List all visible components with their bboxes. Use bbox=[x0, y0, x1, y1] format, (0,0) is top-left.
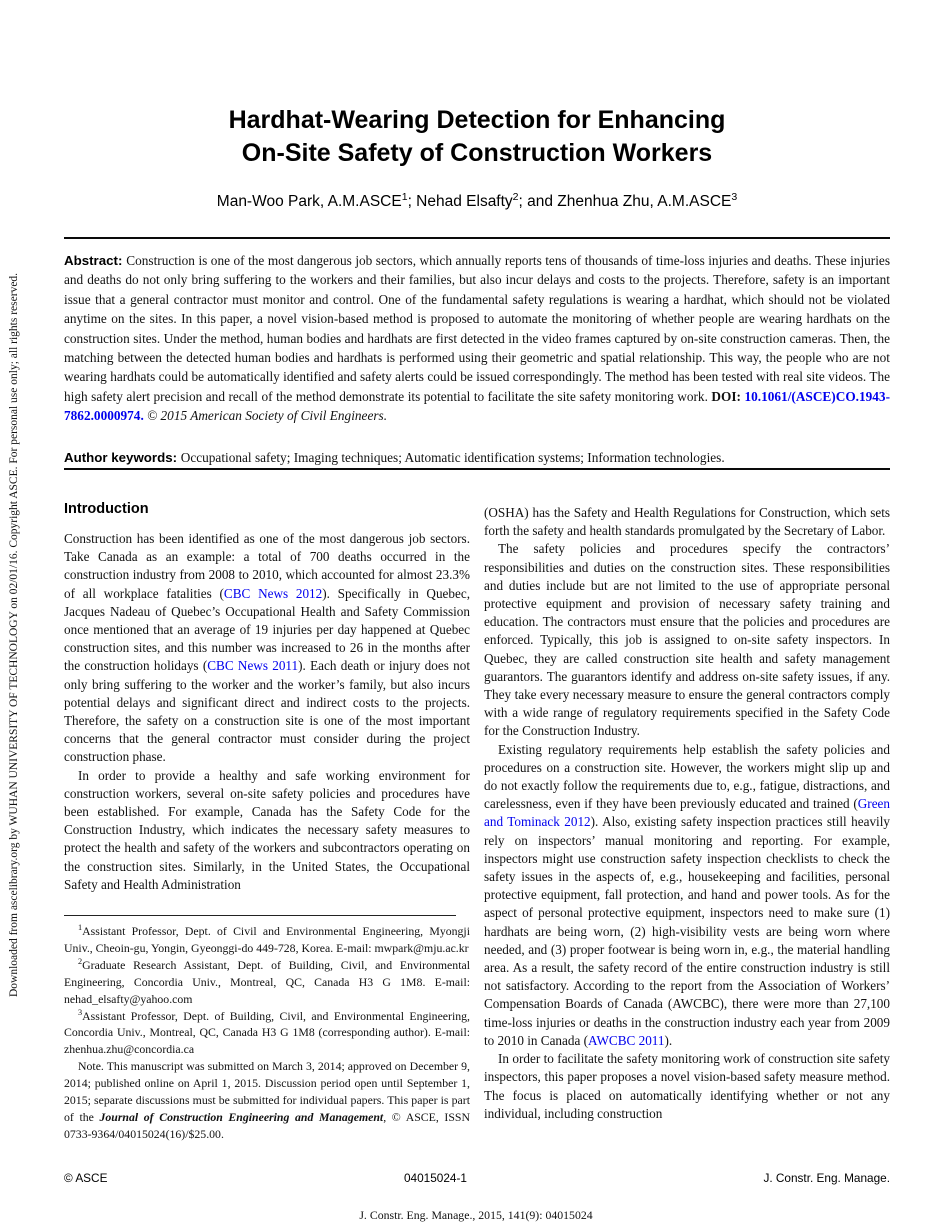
footnote-rule bbox=[64, 915, 456, 916]
footer-journal-abbrev: J. Constr. Eng. Manage. bbox=[763, 1171, 890, 1185]
text-segment: Man-Woo Park, A.M.ASCE bbox=[216, 193, 402, 210]
text-segment: (OSHA) has the Safety and Health Regulations for Construction, which sets forth the safety and health standards promulgated by the Secretary of Labor. bbox=[484, 505, 890, 539]
citation-link[interactable]: 10.1061/(ASCE)CO.1943-7862.0000974. bbox=[64, 388, 891, 424]
authors-line bbox=[64, 190, 890, 211]
text-segment: In order to facilitate the safety monitoring work of construction site safety inspectors, this paper proposes a novel vision-based safety measure method. The focus is placed on automatically identifying whether or not any individual, including construction bbox=[484, 1051, 890, 1121]
citation-link[interactable]: AWCBC 2011 bbox=[588, 1032, 665, 1048]
footer-copyright: © ASCE bbox=[64, 1171, 108, 1185]
bottom-citation: J. Constr. Eng. Manage., 2015, 141(9): 04015024 bbox=[359, 1208, 593, 1222]
text-segment: Existing regulatory requirements help establish the safety policies and procedures on a construction site. However, the workers might slip up and do not exactly follow the requirements due to, e.g., fatigue, distractions, and carelessness, even if they have been previously educated and trained ( bbox=[484, 741, 890, 812]
footnote-affiliation-1 bbox=[64, 923, 470, 957]
text-segment: The safety policies and procedures specify the contractors’ responsibilities and duties on the construction sites. These responsibilities and duties include but are not limited to the use of appropriate personal protective equipment and provision of necessary safety training and education. The contractors must ensure that the policies and procedures are enforced. Typically, this job is assigned to on-site safety inspectors. In Quebec, they are called construction site health and safety management guarantors. The guarantors identify and address on-site safety issues, if any. They take every necessary measure to ensure the general contractors comply with a wide range of regulatory requirements specified in the Safety Code for the Construction Industry. bbox=[484, 541, 890, 739]
text-segment: 1 bbox=[78, 923, 83, 933]
text-segment: ). Specifically in Quebec, Jacques Nadeau of Quebec’s Occupational Health and Safety Commission once mentioned that an average of 19 injuries per day happened at Quebec construction sites, and this number was increased to 26 in the months after the construction holidays ( bbox=[64, 585, 471, 674]
text-segment: Assistant Professor, Dept. of Civil and Environmental Engineering, Myongji Univ., Cheoin-gu, Yongin, Gyeonggi-do 449-728, Korea. E-mail: mwpark@mju.ac.kr bbox=[64, 924, 470, 955]
text-segment: © 2015 American Society of Civil Engineers. bbox=[143, 408, 388, 424]
title-line-1: Hardhat-Wearing Detection for Enhancing bbox=[228, 106, 726, 134]
text-segment: 2 bbox=[78, 956, 83, 966]
paragraph bbox=[64, 530, 470, 767]
text-segment: Journal of Construction Engineering and Management bbox=[99, 1109, 384, 1124]
text-segment: DOI: bbox=[711, 388, 745, 404]
page-footer bbox=[64, 1171, 890, 1185]
paragraph bbox=[64, 767, 470, 894]
text-segment: ; and Zhenhua Zhu, A.M.ASCE bbox=[518, 193, 732, 210]
text-segment: Graduate Research Assistant, Dept. of Building, Civil, and Environmental Engineering, Concordia Univ., Montreal, QC, Canada H3 G 1M8. E-mail: nehad_elsafty@yahoo.com bbox=[64, 957, 470, 1006]
text-segment: Construction has been identified as one of the most dangerous job sectors. Take Canada as an example: a total of 700 deaths occurred in the construction industry from 2008 to 2010, which accounted for almost 23.3% of all workplace fatalities ( bbox=[64, 531, 470, 601]
article-body bbox=[64, 495, 890, 1171]
footnote-manuscript-note bbox=[64, 1058, 470, 1143]
text-segment: ; Nehad Elsafty bbox=[407, 193, 513, 210]
paragraph bbox=[484, 741, 890, 1050]
footnote-affiliation-2 bbox=[64, 957, 470, 1008]
paper-header bbox=[64, 104, 890, 211]
keywords-bottom-rule bbox=[64, 468, 890, 470]
text-segment: Author keywords: bbox=[64, 450, 181, 465]
author-keywords bbox=[64, 448, 890, 467]
footnote-affiliation-3 bbox=[64, 1008, 470, 1059]
abstract-top-rule bbox=[64, 237, 890, 239]
left-column bbox=[64, 495, 470, 1171]
text-segment: In order to provide a healthy and safe working environment for construction workers, several on-site safety policies and procedures have been established. For example, Canada has the Safety Code for the Construction Industry, which indicates the necessary safety measures to protect the health and safety of the workers and subcontractors operating on the construction sites. Similarly, in the United States, the Occupational Safety and Health Administration bbox=[64, 767, 470, 892]
text-segment: Abstract: bbox=[64, 253, 127, 268]
abstract bbox=[64, 251, 890, 426]
text-segment: 1 bbox=[401, 190, 408, 203]
paragraph bbox=[484, 540, 890, 740]
text-segment: ). bbox=[664, 1032, 673, 1048]
footnote-area bbox=[64, 915, 470, 1143]
download-watermark: Downloaded from ascelibrary.org by WUHAN UNIVERSITY OF TECHNOLOGY on 02/01/16. Copyright ASCE. For personal use only; all rights reserved. bbox=[8, 272, 20, 998]
text-segment: Assistant Professor, Dept. of Building, Civil, and Environmental Engineering, Concordia Univ., Montreal, QC, Canada H3 G 1M8 (corresponding author). E-mail: zhenhua.zhu@concordia.ca bbox=[64, 1008, 470, 1057]
page-title bbox=[64, 104, 890, 170]
text-segment: Occupational safety; Imaging techniques; Automatic identification systems; Information technologies. bbox=[180, 450, 725, 465]
citation-link[interactable]: CBC News 2011 bbox=[207, 658, 299, 674]
citation-link[interactable]: CBC News 2012 bbox=[223, 585, 323, 601]
text-segment: 2 bbox=[512, 190, 519, 203]
text-segment: 3 bbox=[78, 1007, 83, 1017]
right-column bbox=[484, 495, 890, 1171]
citation-link[interactable]: Green and Tominack 2012 bbox=[484, 796, 890, 830]
paragraph bbox=[484, 1050, 890, 1123]
text-segment: ). Each death or injury does not only bring suffering to the worker and the worker’s family, but also incurs potential delays and significant direct and indirect costs to the projects. Therefore, the safety on a construction site is one of the most important concerns that the general contractor must consider during the project construction phase. bbox=[64, 658, 470, 765]
text-segment: 3 bbox=[731, 190, 738, 203]
text-segment: Construction is one of the most dangerous job sectors, which annually reports tens of thousands of time-loss injuries and deaths. These injuries and deaths do not only bring suffering to the workers and their families, but also incur delays and costs to the projects. Therefore, safety is an important issue that a general contractor must monitor and control. One of the fundamental safety regulations is wearing a hardhat, which should not be violated anytime on the sites. In this paper, a novel vision-based method is proposed to automate the monitoring of whether people are wearing hardhats on the construction sites. Under the method, human bodies and hardhats are first detected in the video frames captured by on-site construction cameras. Then, the matching between the detected human bodies and hardhats is performed using their geometric and spatial relationship. This way, the people who are not wearing hardhats could be automatically identified and safety alerts could be issued correspondingly. The method has been tested with real site videos. The high safety alert precision and recall of the method demonstrate its potential to facilitate the site safety monitoring work. bbox=[64, 253, 890, 404]
footer-page-number: 04015024-1 bbox=[403, 1171, 467, 1185]
text-segment: , © ASCE, ISSN 0733-9364/04015024(16)/$25.00. bbox=[64, 1109, 470, 1141]
paragraph bbox=[484, 504, 890, 540]
text-segment: ). Also, existing safety inspection practices still heavily rely on inspectors’ manual monitoring and reporting. For example, inspectors might use construction safety inspection checklists to check the safety issues in the aspects of, e.g., housekeeping and facilities, personal protective equipment, fall protection, and hand and power tools. As for the aspect of personal protective equipment, inspectors need to make sure (1) hardhats are being worn, (2) high-visibility vests are being worn where needed, and (3) proper footwear is being worn in, e.g., the material handling area. As a result, the safety record of the entire construction industry is still not satisfactory. According to the report from the Association of Workers’ Compensation Boards of Canada (AWCBC), there were more than 27,100 time-loss injuries or deaths in the construction industry each year from 2009 to 2010 in Canada ( bbox=[484, 814, 890, 1048]
text-segment: Note. This manuscript was submitted on March 3, 2014; approved on December 9, 2014; published online on April 1, 2015. Discussion period open until September 1, 2015; separate discussions must be submitted for individual papers. This paper is part of the bbox=[64, 1059, 470, 1124]
title-line-2: On-Site Safety of Construction Workers bbox=[241, 139, 713, 167]
section-heading-introduction: Introduction bbox=[64, 501, 149, 517]
